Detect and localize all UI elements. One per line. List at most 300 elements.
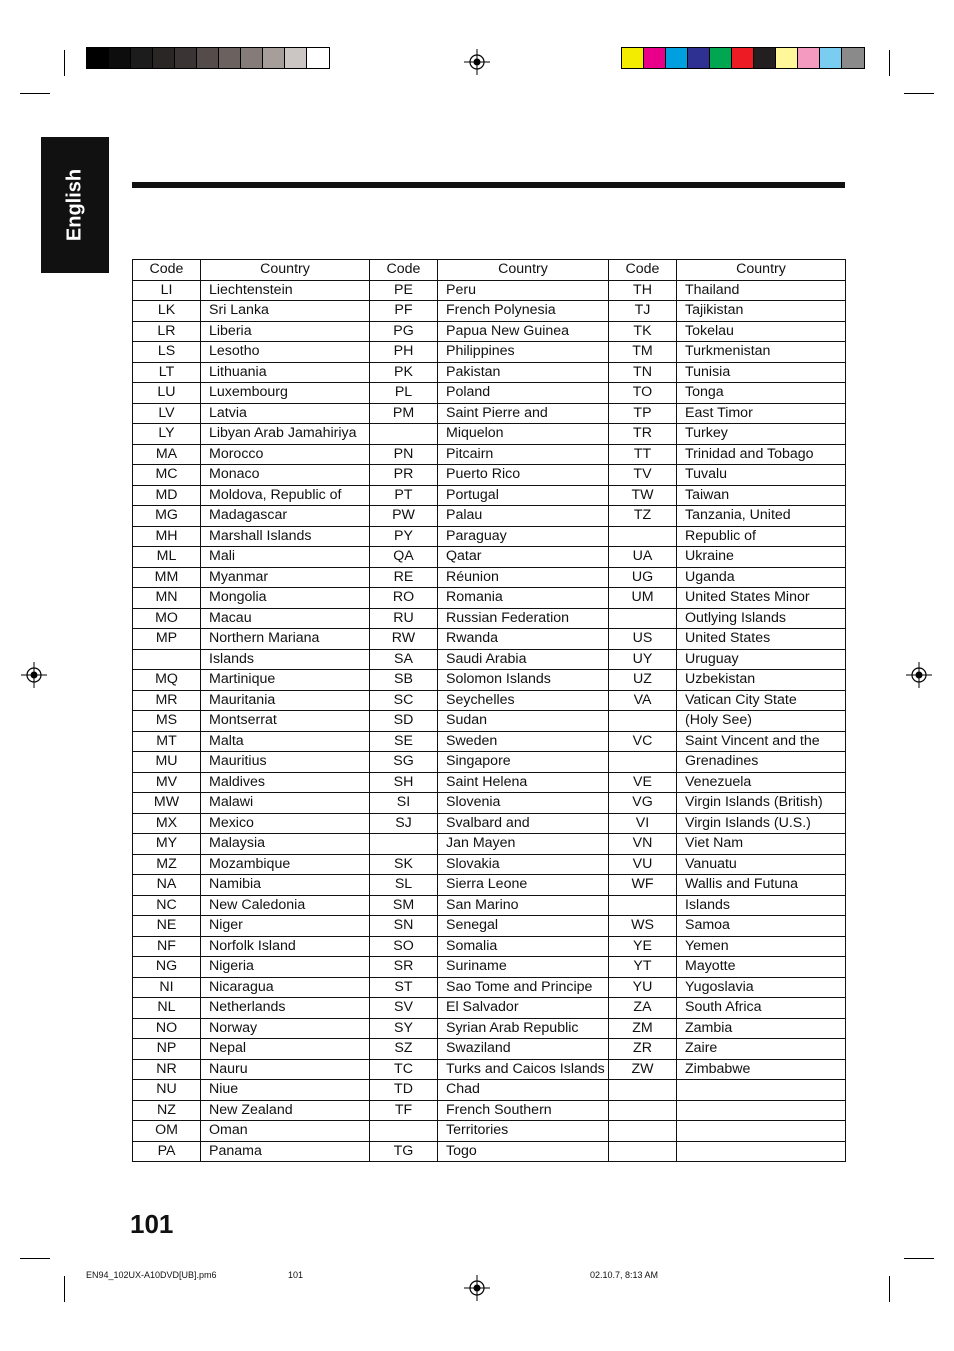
country-code-cell: TM (609, 342, 677, 363)
country-code-cell: YE (609, 936, 677, 957)
country-code-cell: SL (370, 875, 438, 896)
table-row (133, 301, 846, 322)
country-name-cell: Miquelon (438, 424, 609, 445)
country-name-cell: Saint Pierre and (438, 403, 609, 424)
country-code-cell (609, 608, 677, 629)
country-name-cell: Singapore (438, 752, 609, 773)
country-code-cell: TG (370, 1141, 438, 1162)
country-name-cell: French Polynesia (438, 301, 609, 322)
country-name-cell (677, 1080, 846, 1101)
country-code-cell: ML (133, 547, 201, 568)
country-code-cell: LY (133, 424, 201, 445)
table-row (133, 1121, 846, 1142)
country-name-cell: Malaysia (201, 834, 370, 855)
country-code-cell: SZ (370, 1039, 438, 1060)
crop-mark (889, 50, 890, 76)
country-name-cell: Saint Vincent and the (677, 731, 846, 752)
language-tab-label: English (63, 168, 86, 242)
color-swatch (732, 48, 754, 68)
country-name-cell: Ukraine (677, 547, 846, 568)
country-name-cell: Netherlands (201, 998, 370, 1019)
color-swatch (710, 48, 732, 68)
table-row (133, 711, 846, 732)
country-code-cell: NR (133, 1059, 201, 1080)
country-name-cell: Rwanda (438, 629, 609, 650)
table-row (133, 588, 846, 609)
country-code-cell: MX (133, 813, 201, 834)
table-row (133, 608, 846, 629)
country-name-cell: Malta (201, 731, 370, 752)
country-code-cell (370, 1121, 438, 1142)
country-name-cell: Slovenia (438, 793, 609, 814)
country-code-cell: RW (370, 629, 438, 650)
country-name-cell: Qatar (438, 547, 609, 568)
country-code-cell: PY (370, 526, 438, 547)
country-code-cell: SH (370, 772, 438, 793)
country-code-cell: SV (370, 998, 438, 1019)
table-row (133, 834, 846, 855)
language-side-tab (41, 137, 109, 273)
country-code-cell: TN (609, 362, 677, 383)
table-row (133, 772, 846, 793)
country-code-cell: TV (609, 465, 677, 486)
country-name-cell: Uganda (677, 567, 846, 588)
country-code-cell: PN (370, 444, 438, 465)
country-name-cell: Thailand (677, 280, 846, 301)
country-name-cell: Liberia (201, 321, 370, 342)
country-code-cell: WS (609, 916, 677, 937)
country-name-cell: Liechtenstein (201, 280, 370, 301)
country-code-cell: MT (133, 731, 201, 752)
country-code-cell: NG (133, 957, 201, 978)
country-code-cell: LI (133, 280, 201, 301)
column-header: Country (438, 260, 609, 281)
country-code-cell: RO (370, 588, 438, 609)
country-name-cell: Papua New Guinea (438, 321, 609, 342)
table-row (133, 936, 846, 957)
country-name-cell: Morocco (201, 444, 370, 465)
country-code-cell: MQ (133, 670, 201, 691)
crop-mark (64, 50, 65, 76)
country-code-cell: TK (609, 321, 677, 342)
country-code-cell: MD (133, 485, 201, 506)
country-name-cell: Zambia (677, 1018, 846, 1039)
country-code-cell: LU (133, 383, 201, 404)
table-row (133, 1141, 846, 1162)
crop-mark (904, 93, 934, 94)
country-code-cell: SD (370, 711, 438, 732)
country-name-cell: Lithuania (201, 362, 370, 383)
country-name-cell: Turks and Caicos Islands (438, 1059, 609, 1080)
country-name-cell: Libyan Arab Jamahiriya (201, 424, 370, 445)
color-swatch (263, 48, 285, 68)
table-row (133, 957, 846, 978)
country-code-cell: SA (370, 649, 438, 670)
country-code-cell: NU (133, 1080, 201, 1101)
country-code-cell: SC (370, 690, 438, 711)
column-header: Country (201, 260, 370, 281)
country-code-cell: LT (133, 362, 201, 383)
table-row (133, 280, 846, 301)
country-name-cell: Puerto Rico (438, 465, 609, 486)
country-name-cell: Trinidad and Tobago (677, 444, 846, 465)
country-name-cell: Wallis and Futuna (677, 875, 846, 896)
country-name-cell (677, 1121, 846, 1142)
country-code-cell (609, 1141, 677, 1162)
country-name-cell: Turkmenistan (677, 342, 846, 363)
country-code-cell: PH (370, 342, 438, 363)
country-code-cell: RE (370, 567, 438, 588)
country-code-cell: PF (370, 301, 438, 322)
country-name-cell: Romania (438, 588, 609, 609)
country-code-cell: YT (609, 957, 677, 978)
country-code-cell: NF (133, 936, 201, 957)
country-name-cell: Sao Tome and Principe (438, 977, 609, 998)
country-name-cell: Vatican City State (677, 690, 846, 711)
registration-mark-icon (464, 1275, 490, 1301)
color-swatch (285, 48, 307, 68)
country-name-cell: Tonga (677, 383, 846, 404)
country-name-cell: Territories (438, 1121, 609, 1142)
country-code-cell: SB (370, 670, 438, 691)
table-row (133, 383, 846, 404)
country-name-cell: Venezuela (677, 772, 846, 793)
country-code-cell: SN (370, 916, 438, 937)
country-name-cell: Yemen (677, 936, 846, 957)
table-row (133, 977, 846, 998)
country-name-cell: Syrian Arab Republic (438, 1018, 609, 1039)
color-swatch (241, 48, 263, 68)
country-name-cell: Oman (201, 1121, 370, 1142)
country-name-cell: Tanzania, United (677, 506, 846, 527)
country-code-cell: ZM (609, 1018, 677, 1039)
country-code-cell: MW (133, 793, 201, 814)
country-code-cell: TC (370, 1059, 438, 1080)
country-code-cell: UM (609, 588, 677, 609)
country-name-cell: United States Minor (677, 588, 846, 609)
country-code-cell: RU (370, 608, 438, 629)
country-code-cell: MA (133, 444, 201, 465)
country-code-cell: NP (133, 1039, 201, 1060)
country-name-cell: Virgin Islands (U.S.) (677, 813, 846, 834)
table-row (133, 424, 846, 445)
table-row (133, 1059, 846, 1080)
country-code-cell: MS (133, 711, 201, 732)
country-name-cell: Tunisia (677, 362, 846, 383)
country-name-cell: Somalia (438, 936, 609, 957)
country-code-cell: VN (609, 834, 677, 855)
country-name-cell: Virgin Islands (British) (677, 793, 846, 814)
country-name-cell: Senegal (438, 916, 609, 937)
country-name-cell: Niger (201, 916, 370, 937)
country-name-cell: Sudan (438, 711, 609, 732)
country-code-cell: MN (133, 588, 201, 609)
country-name-cell: Saint Helena (438, 772, 609, 793)
country-code-cell (609, 1080, 677, 1101)
country-code-cell: MR (133, 690, 201, 711)
color-swatch (307, 48, 329, 68)
country-name-cell: (Holy See) (677, 711, 846, 732)
country-name-cell: Tuvalu (677, 465, 846, 486)
country-name-cell: Pitcairn (438, 444, 609, 465)
country-code-cell: UA (609, 547, 677, 568)
country-code-cell: TO (609, 383, 677, 404)
country-code-cell: PT (370, 485, 438, 506)
country-name-cell: Poland (438, 383, 609, 404)
country-name-cell: South Africa (677, 998, 846, 1019)
country-code-cell: NZ (133, 1100, 201, 1121)
country-name-cell: Grenadines (677, 752, 846, 773)
country-code-cell: VU (609, 854, 677, 875)
country-name-cell: Portugal (438, 485, 609, 506)
country-code-cell: ST (370, 977, 438, 998)
country-code-cell (609, 752, 677, 773)
color-swatch (109, 48, 131, 68)
country-name-cell: Turkey (677, 424, 846, 445)
country-name-cell: Uruguay (677, 649, 846, 670)
color-swatch (131, 48, 153, 68)
country-name-cell: Réunion (438, 567, 609, 588)
table-row (133, 1018, 846, 1039)
country-name-cell: Solomon Islands (438, 670, 609, 691)
country-name-cell: Yugoslavia (677, 977, 846, 998)
country-name-cell: Monaco (201, 465, 370, 486)
country-code-cell: LV (133, 403, 201, 424)
country-name-cell: Malawi (201, 793, 370, 814)
country-name-cell: Tajikistan (677, 301, 846, 322)
country-code-cell: TJ (609, 301, 677, 322)
country-code-cell: TD (370, 1080, 438, 1101)
table-row (133, 854, 846, 875)
country-name-cell: Vanuatu (677, 854, 846, 875)
color-swatch (842, 48, 864, 68)
country-name-cell: Philippines (438, 342, 609, 363)
table-row (133, 506, 846, 527)
color-swatch (87, 48, 109, 68)
country-code-cell: US (609, 629, 677, 650)
country-name-cell: Zimbabwe (677, 1059, 846, 1080)
country-name-cell: Madagascar (201, 506, 370, 527)
country-name-cell: Nauru (201, 1059, 370, 1080)
country-code-cell: SE (370, 731, 438, 752)
country-code-cell: NE (133, 916, 201, 937)
country-code-cell: NI (133, 977, 201, 998)
country-code-cell: PK (370, 362, 438, 383)
table-row (133, 342, 846, 363)
country-code-cell: VC (609, 731, 677, 752)
country-name-cell: Panama (201, 1141, 370, 1162)
country-code-cell: WF (609, 875, 677, 896)
country-code-cell (609, 895, 677, 916)
country-name-cell: New Zealand (201, 1100, 370, 1121)
country-name-cell: Maldives (201, 772, 370, 793)
country-name-cell: Lesotho (201, 342, 370, 363)
country-code-cell: TZ (609, 506, 677, 527)
table-row (133, 1100, 846, 1121)
country-name-cell: Montserrat (201, 711, 370, 732)
country-name-cell: Nicaragua (201, 977, 370, 998)
country-code-cell: MV (133, 772, 201, 793)
country-code-cell (609, 1100, 677, 1121)
country-code-cell: ZA (609, 998, 677, 1019)
country-code-cell: ZR (609, 1039, 677, 1060)
table-row (133, 752, 846, 773)
country-code-cell (609, 1121, 677, 1142)
table-row (133, 547, 846, 568)
crop-mark (64, 1276, 65, 1302)
country-code-cell: PL (370, 383, 438, 404)
country-code-cell: TT (609, 444, 677, 465)
country-code-cell: MM (133, 567, 201, 588)
country-name-cell: Outlying Islands (677, 608, 846, 629)
table-row (133, 403, 846, 424)
country-name-cell: Svalbard and (438, 813, 609, 834)
country-code-cell: SM (370, 895, 438, 916)
country-name-cell (677, 1100, 846, 1121)
crop-mark (20, 1258, 50, 1259)
country-name-cell: Nigeria (201, 957, 370, 978)
country-name-cell: Chad (438, 1080, 609, 1101)
country-name-cell: Mauritania (201, 690, 370, 711)
country-code-cell: SK (370, 854, 438, 875)
country-name-cell: Myanmar (201, 567, 370, 588)
country-name-cell: Swaziland (438, 1039, 609, 1060)
country-code-cell: NA (133, 875, 201, 896)
country-code-cell: QA (370, 547, 438, 568)
crop-mark (20, 93, 50, 94)
table-row (133, 690, 846, 711)
country-name-cell: Mayotte (677, 957, 846, 978)
country-name-cell: Seychelles (438, 690, 609, 711)
country-code-cell (609, 711, 677, 732)
registration-mark-icon (21, 662, 47, 688)
crop-mark (904, 1258, 934, 1259)
color-swatch (666, 48, 688, 68)
country-name-cell: Norfolk Island (201, 936, 370, 957)
country-name-cell (677, 1141, 846, 1162)
color-swatch (776, 48, 798, 68)
registration-mark-icon (906, 662, 932, 688)
color-swatch (197, 48, 219, 68)
country-name-cell: Uzbekistan (677, 670, 846, 691)
country-name-cell: Saudi Arabia (438, 649, 609, 670)
country-code-cell: TW (609, 485, 677, 506)
country-name-cell: Viet Nam (677, 834, 846, 855)
country-name-cell: Mali (201, 547, 370, 568)
country-name-cell: Suriname (438, 957, 609, 978)
country-name-cell: Samoa (677, 916, 846, 937)
page-number: 101 (130, 1209, 174, 1239)
table-row (133, 998, 846, 1019)
country-name-cell: Islands (677, 895, 846, 916)
country-name-cell: Sierra Leone (438, 875, 609, 896)
country-code-cell: VA (609, 690, 677, 711)
country-code-cell: LK (133, 301, 201, 322)
country-name-cell: Macau (201, 608, 370, 629)
country-code-cell: TF (370, 1100, 438, 1121)
country-name-cell: French Southern (438, 1100, 609, 1121)
country-name-cell: Mongolia (201, 588, 370, 609)
country-name-cell: Mexico (201, 813, 370, 834)
registration-mark-icon (464, 49, 490, 75)
country-code-cell (370, 834, 438, 855)
crop-mark (889, 1276, 890, 1302)
table-row (133, 485, 846, 506)
table-row (133, 629, 846, 650)
country-name-cell: Islands (201, 649, 370, 670)
country-code-cell: PA (133, 1141, 201, 1162)
country-name-cell: Niue (201, 1080, 370, 1101)
country-code-cell: MP (133, 629, 201, 650)
color-swatch (153, 48, 175, 68)
country-name-cell: United States (677, 629, 846, 650)
footer-page: 101 (288, 1270, 304, 1280)
country-code-cell: MH (133, 526, 201, 547)
table-row (133, 813, 846, 834)
country-code-cell: UZ (609, 670, 677, 691)
country-name-cell: Taiwan (677, 485, 846, 506)
country-code-cell: MY (133, 834, 201, 855)
table-row (133, 1080, 846, 1101)
country-code-cell: SY (370, 1018, 438, 1039)
country-name-cell: Slovakia (438, 854, 609, 875)
column-header: Code (609, 260, 677, 281)
table-row (133, 465, 846, 486)
country-name-cell: Sri Lanka (201, 301, 370, 322)
country-name-cell: Jan Mayen (438, 834, 609, 855)
country-name-cell: Pakistan (438, 362, 609, 383)
color-swatch (820, 48, 842, 68)
country-code-cell: NL (133, 998, 201, 1019)
country-code-cell: VG (609, 793, 677, 814)
country-code-cell: YU (609, 977, 677, 998)
table-row (133, 649, 846, 670)
country-name-cell: Moldova, Republic of (201, 485, 370, 506)
table-row (133, 793, 846, 814)
country-code-cell: TR (609, 424, 677, 445)
country-code-cell: ZW (609, 1059, 677, 1080)
country-name-cell: Russian Federation (438, 608, 609, 629)
column-header: Code (370, 260, 438, 281)
country-name-cell: Luxembourg (201, 383, 370, 404)
country-code-cell: OM (133, 1121, 201, 1142)
country-code-cell: LR (133, 321, 201, 342)
color-swatch (175, 48, 197, 68)
country-code-cell: VI (609, 813, 677, 834)
color-swatch (754, 48, 776, 68)
country-code-cell: SO (370, 936, 438, 957)
table-row (133, 916, 846, 937)
color-swatch (622, 48, 644, 68)
table-header-row (133, 260, 846, 281)
country-code-cell: PW (370, 506, 438, 527)
country-code-cell: TP (609, 403, 677, 424)
country-name-cell: Norway (201, 1018, 370, 1039)
country-code-cell: SJ (370, 813, 438, 834)
table-row (133, 321, 846, 342)
color-swatch (219, 48, 241, 68)
country-code-cell: PM (370, 403, 438, 424)
header-rule (132, 182, 845, 188)
country-code-cell: VE (609, 772, 677, 793)
country-code-cell: PR (370, 465, 438, 486)
country-code-cell (133, 649, 201, 670)
country-code-cell: NO (133, 1018, 201, 1039)
country-name-cell: Mauritius (201, 752, 370, 773)
country-name-cell: Northern Mariana (201, 629, 370, 650)
table-row (133, 731, 846, 752)
country-code-cell: PG (370, 321, 438, 342)
